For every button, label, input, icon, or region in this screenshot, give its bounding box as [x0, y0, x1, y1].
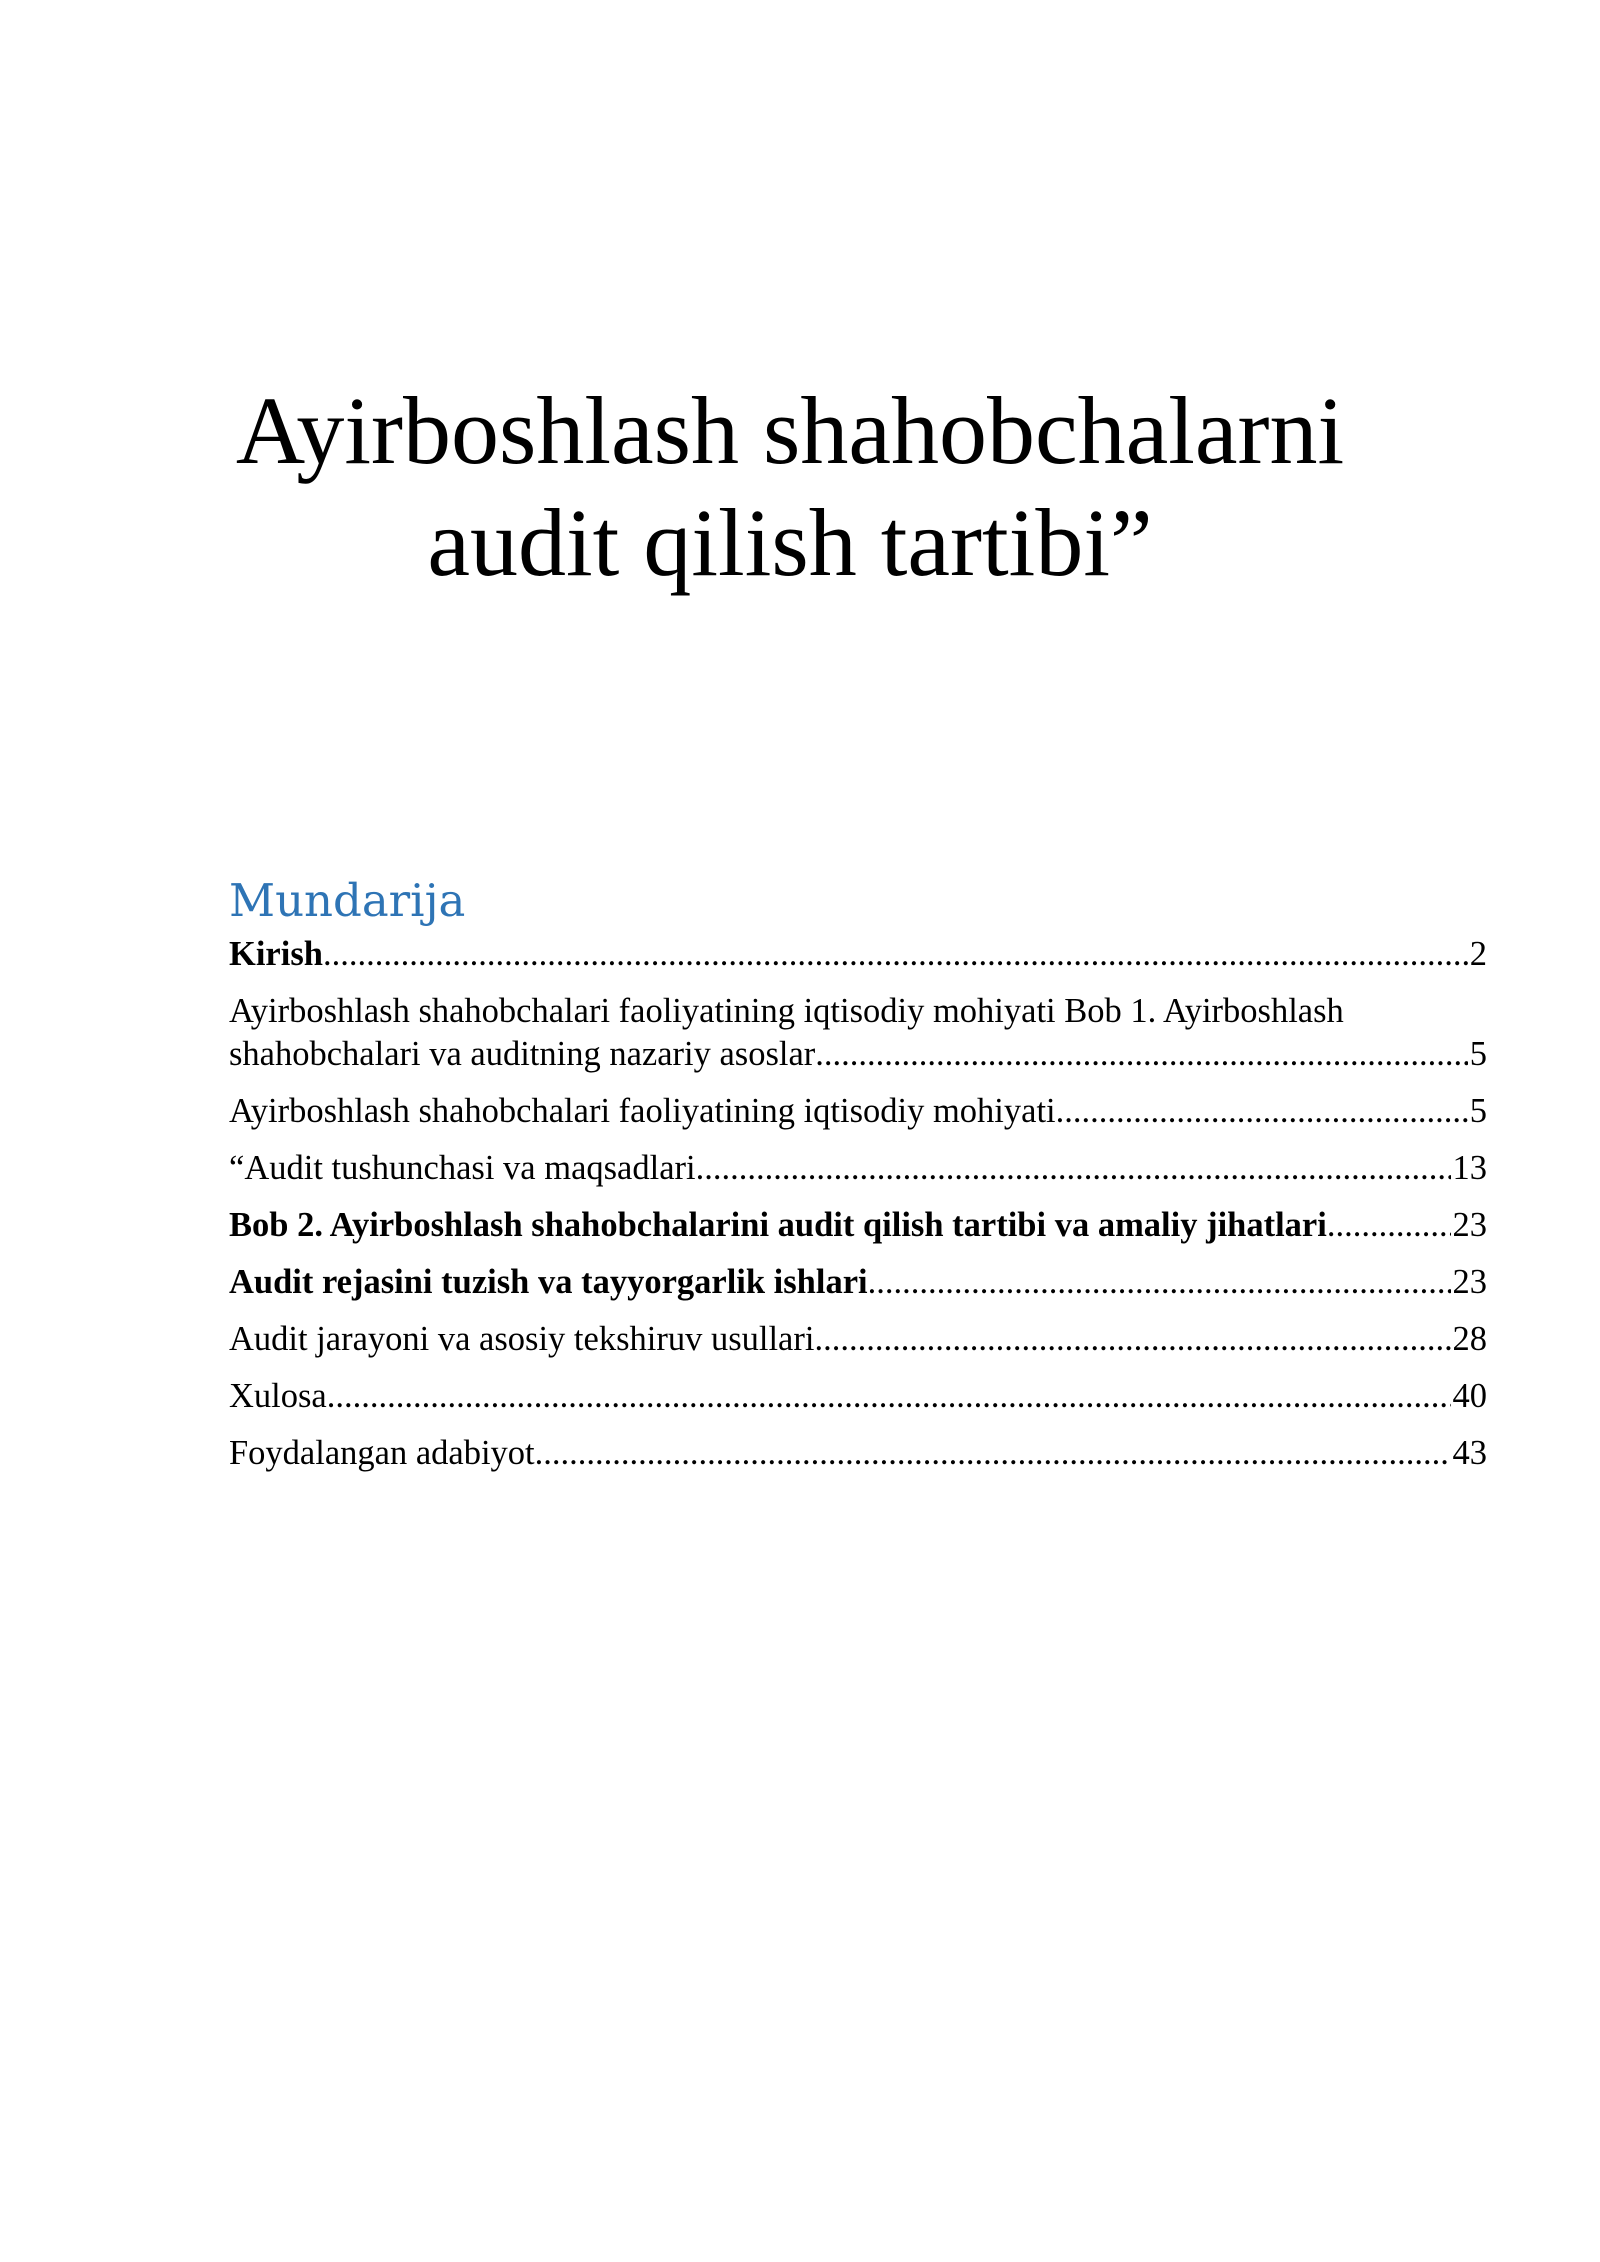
- toc-entry-title: Foydalangan adabiyot: [229, 1434, 535, 1472]
- toc-dot-leader: [323, 933, 1468, 976]
- toc-entry-row: [229, 1090, 1487, 1133]
- toc-page-number: 13: [1452, 1149, 1487, 1187]
- toc-dot-leader: [1056, 1090, 1468, 1133]
- toc-entry-title: Audit rejasini tuzish va tayyorgarlik ishlari: [229, 1263, 868, 1301]
- toc-entry-title-line-1: Ayirboshlash shahobchalari faoliyatining iqtisodiy mohiyati Bob 1. Ayirboshlash: [229, 992, 1344, 1030]
- toc-entry-row: [229, 1204, 1487, 1247]
- document-title: [200, 375, 1380, 599]
- toc-page-number: 2: [1469, 935, 1487, 973]
- toc-page-number: 23: [1452, 1263, 1487, 1301]
- document-title-line-2: audit qilish tartibi”: [427, 489, 1153, 596]
- table-of-contents: [229, 871, 1487, 1489]
- toc-dot-leader: [815, 1033, 1467, 1076]
- toc-dot-leader: [535, 1432, 1451, 1475]
- toc-entry-audit-rejasini[interactable]: [229, 1261, 1487, 1304]
- toc-entry-bob-2[interactable]: [229, 1204, 1487, 1247]
- toc-entry-title: “Audit tushunchasi va maqsadlari: [229, 1149, 696, 1187]
- toc-dot-leader: [696, 1147, 1451, 1190]
- toc-entry-kirish[interactable]: [229, 933, 1487, 976]
- toc-entry-row: [229, 1147, 1487, 1190]
- toc-entry-row: [229, 1375, 1487, 1418]
- toc-page-number: 5: [1469, 1035, 1487, 1073]
- toc-entry-audit-tushunchasi[interactable]: [229, 1147, 1487, 1190]
- toc-page-number: 43: [1452, 1434, 1487, 1472]
- toc-page-number: 40: [1452, 1377, 1487, 1415]
- toc-dot-leader: [868, 1261, 1451, 1304]
- toc-entry-xulosa[interactable]: [229, 1375, 1487, 1418]
- toc-page-number: 23: [1452, 1206, 1487, 1244]
- toc-entry-row: [229, 1318, 1487, 1361]
- toc-list: [229, 933, 1487, 1475]
- toc-entry-row: [229, 1033, 1487, 1076]
- document-title-line-1: Ayirboshlash shahobchalarni: [235, 377, 1345, 484]
- toc-dot-leader: [814, 1318, 1450, 1361]
- toc-page-number: 28: [1452, 1320, 1487, 1358]
- toc-entry-title: Bob 2. Ayirboshlash shahobchalarini audit qilish tartibi va amaliy jihatlari: [229, 1206, 1327, 1244]
- toc-entry-foydalangan-adabiyot[interactable]: [229, 1432, 1487, 1475]
- toc-entry-audit-jarayoni[interactable]: [229, 1318, 1487, 1361]
- toc-entry-row: [229, 1261, 1487, 1304]
- toc-dot-leader: [327, 1375, 1451, 1418]
- toc-entry-title: shahobchalari va auditning nazariy asoslar: [229, 1035, 816, 1073]
- toc-entry-row: [229, 933, 1487, 976]
- toc-entry-title: Kirish: [229, 935, 323, 973]
- toc-entry-title: Ayirboshlash shahobchalari faoliyatining iqtisodiy mohiyati: [229, 1092, 1056, 1130]
- toc-entry-iqtisodiy-mohiyati[interactable]: [229, 1090, 1487, 1133]
- toc-entry-title: Audit jarayoni va asosiy tekshiruv usullari: [229, 1320, 815, 1358]
- toc-entry-row: [229, 1432, 1487, 1475]
- toc-dot-leader: [1327, 1204, 1451, 1247]
- toc-entry-title: Xulosa: [229, 1377, 327, 1415]
- toc-page-number: 5: [1469, 1092, 1487, 1130]
- toc-entry-bob-1[interactable]: [229, 990, 1487, 1076]
- toc-heading: Mundarija: [229, 874, 466, 927]
